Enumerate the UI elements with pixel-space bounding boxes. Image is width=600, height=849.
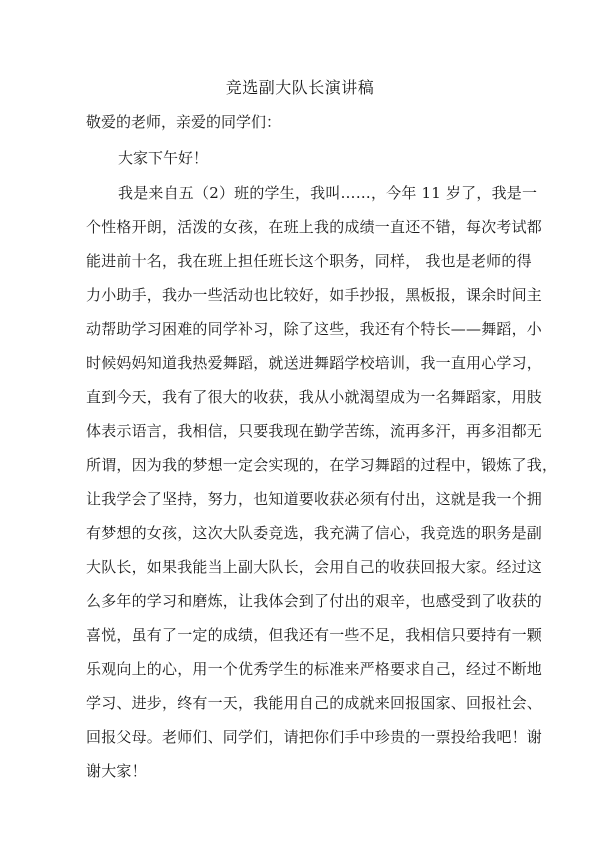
body-line: 喜悦，虽有了一定的成绩，但我还有一些不足，我相信只要持有一颗	[86, 626, 543, 644]
body-line: 体表示语言，我相信，只要我现在勤学苦练，流再多汗，再多泪都无	[86, 422, 543, 440]
body-line: 大队长，如果我能当上副大队长，会用自己的收获回报大家。经过这	[86, 558, 543, 576]
body-line: 让我学会了坚持，努力，也知道要收获必须有付出，这就是我一个拥	[86, 490, 543, 508]
body-line: 乐观向上的心，用一个优秀学生的标准来严格要求自己，经过不断地	[86, 660, 543, 678]
greeting-line: 大家下午好！	[118, 149, 209, 167]
body-line: 谢大家！	[86, 762, 147, 780]
body-line: 所谓，因为我的梦想一定会实现的，在学习舞蹈的过程中，锻炼了我，	[86, 456, 558, 474]
body-line: 个性格开朗，活泼的女孩，在班上我的成绩一直还不错，每次考试都	[86, 218, 543, 236]
document-title: 竞选副大队长演讲稿	[225, 78, 375, 97]
body-line: 么多年的学习和磨炼，让我体会到了付出的艰辛，也感受到了收获的	[86, 592, 543, 610]
salutation-line: 敬爱的老师，亲爱的同学们：	[86, 113, 282, 131]
body-line: 能进前十名，我在班上担任班长这个职务，同样， 我也是老师的得	[86, 252, 532, 270]
body-line: 学习、进步，终有一天，我能用自己的成就来回报国家、回报社会、	[86, 694, 543, 712]
body-line: 有梦想的女孩，这次大队委竞选，我充满了信心，我竞选的职务是副	[86, 524, 543, 542]
body-line: 回报父母。老师们、同学们，请把你们手中珍贵的一票投给我吧！谢	[86, 728, 543, 746]
body-line: 直到今天，我有了很大的收获，我从小就渴望成为一名舞蹈家，用肢	[86, 388, 543, 406]
body-line: 力小助手，我办一些活动也比较好，如手抄报，黑板报，课余时间主	[86, 286, 543, 304]
body-line: 动帮助学习困难的同学补习，除了这些，我还有个特长——舞蹈，小	[86, 320, 543, 338]
body-line: 我是来自五（2）班的学生，我叫……，今年 11 岁了，我是一	[118, 184, 538, 202]
body-line: 时候妈妈知道我热爱舞蹈，就送进舞蹈学校培训，我一直用心学习，	[86, 354, 543, 372]
